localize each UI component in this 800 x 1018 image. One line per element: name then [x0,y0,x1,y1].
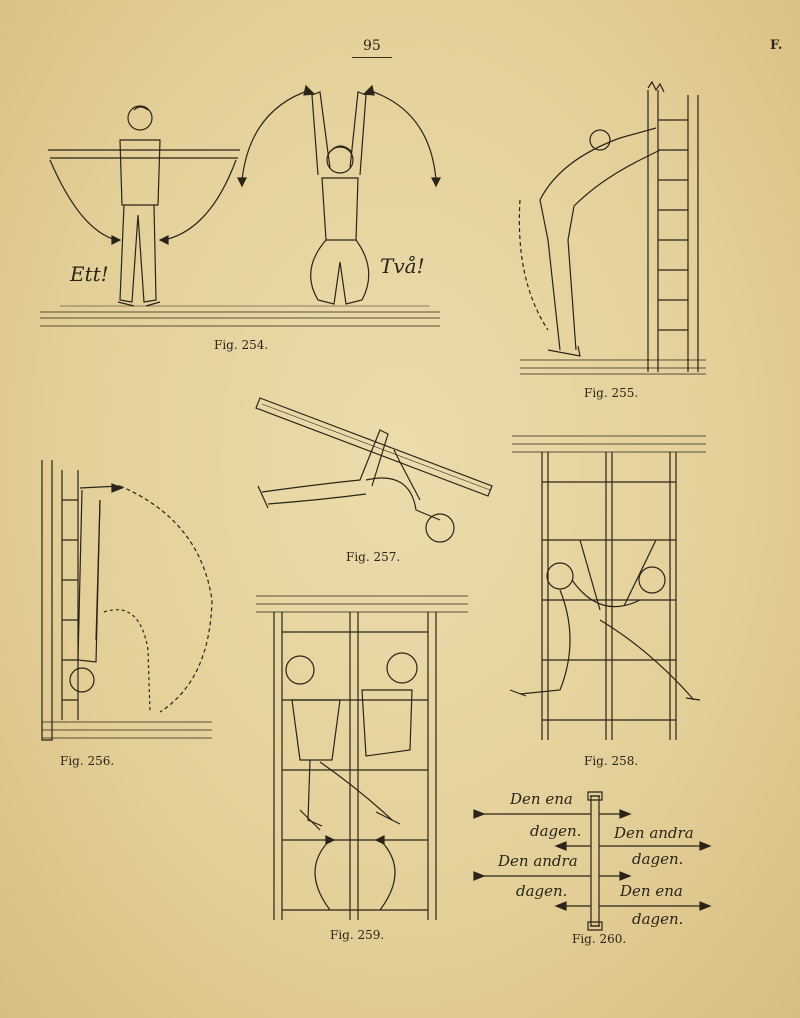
fig-258-illustration [510,436,706,740]
fig-260-text-8: dagen. [632,910,684,928]
fig-255-caption: Fig. 255. [584,386,639,400]
fig-260-text-3: Den andra [614,824,694,842]
fig-260-text-6: dagen. [516,882,568,900]
fig-254-caption: Fig. 254. [214,338,269,352]
fig-260-text-2: dagen. [530,822,582,840]
fig-256-caption: Fig. 256. [60,754,115,768]
fig-254-label-right: Två! [380,254,425,278]
fig-259-illustration [256,596,468,920]
fig-256-illustration [42,460,212,740]
signature-mark: F. [770,38,783,53]
page-number: 95 [363,38,381,54]
fig-260-text-7: Den ena [620,882,683,900]
fig-257-caption: Fig. 257. [346,550,401,564]
fig-255-illustration [519,82,706,374]
fig-260-text-5: Den andra [498,852,578,870]
fig-260-caption: Fig. 260. [572,932,627,946]
fig-257-illustration [256,398,492,542]
fig-260-text-4: dagen. [632,850,684,868]
fig-254-label-left: Ett! [70,262,109,286]
fig-259-caption: Fig. 259. [330,928,385,942]
fig-254-illustration [40,86,440,326]
fig-258-caption: Fig. 258. [584,754,639,768]
fig-260-text-1: Den ena [510,790,573,808]
